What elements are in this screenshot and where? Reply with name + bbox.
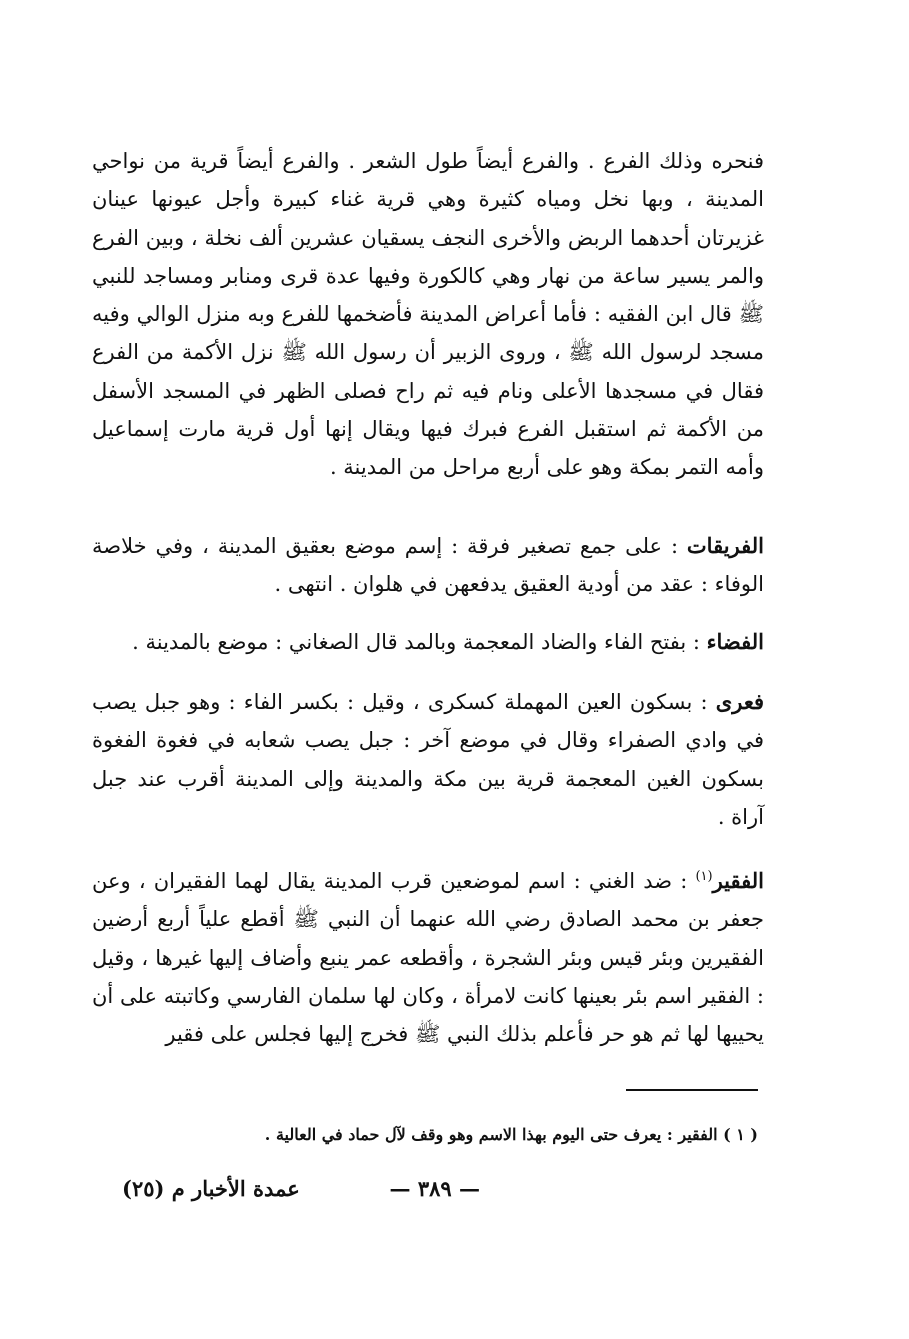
- entry-heading: فعرى: [715, 689, 764, 714]
- paragraph-al-fada: [92, 623, 764, 661]
- footnote: ( ١ ) الفقير : يعرف حتى اليوم بهذا الاسم وهو وقف لآل حماد في العالية .: [264, 1125, 758, 1144]
- paragraph-far: [92, 683, 764, 836]
- paragraph-text: فنحره وذلك الفرع . والفرع أيضاً طول الشعر . والفرع أيضاً قرية من نواحي المدينة ، وبها نخل ومياه كثيرة وهي قرية غناء كبيرة وأجل عيونها عينان غزيرتان أحدهما الربض والأخرى النجف يسقيان عشرين ألف نخلة ، وبين الفرع والمر يسير ساعة من نهار وهي كالكورة وفيها عدة قرى ومنابر ومساجد للنبي ﷺ قال ابن الفقيه : فأما أعراض المدينة فأضخمها للفرع وبه منزل الوالي وفيه مسجد لرسول الله ﷺ ، وروى الزبير أن رسول الله ﷺ نزل الأكمة من الفرع فقال في مسجدها الأعلى ونام فيه ثم راح فصلى الظهر في المسجد الأسفل من الأكمة ثم استقبل الفرع فبرك فيها ويقال إنها أول قرية مارت إسماعيل وأمه التمر بمكة وهو على أربع مراحل من المدينة .: [92, 149, 764, 480]
- book-title-signature: عمدة الأخبار م (٢٥): [122, 1176, 300, 1201]
- page-number: — ٣٨٩ —: [389, 1176, 480, 1201]
- footnote-reference: (١): [695, 869, 713, 884]
- paragraph-text: : على جمع تصغير فرقة : إسم موضع بعقيق المدينة ، وفي خلاصة الوفاء : عقد من أودية العقيق يدفعهن في هلوان . انتهى .: [92, 534, 764, 597]
- paragraph-al-fur: [92, 142, 764, 487]
- entry-heading: الفضاء: [706, 629, 764, 654]
- footnote-divider: [626, 1089, 758, 1091]
- paragraph-text: : بفتح الفاء والضاد المعجمة وبالمد قال الصغاني : موضع بالمدينة .: [132, 630, 707, 654]
- entry-heading: الفريقات: [686, 533, 764, 558]
- entry-heading: الفقير: [712, 868, 764, 893]
- paragraph-al-faqir: [92, 862, 764, 1053]
- paragraph-text: : بسكون العين المهملة كسكرى ، وقيل : بكسر الفاء : وهو جبل يصب في وادي الصفراء وقال في موضع آخر : جبل يصب شعابه في فغوة الفغوة بسكون الغين المعجمة قرية بين مكة والمدينة وإلى المدينة أقرب عند جبل آراة .: [92, 690, 764, 829]
- paragraph-al-furayqat: [92, 527, 764, 604]
- paragraph-text: : ضد الغني : اسم لموضعين قرب المدينة يقال لهما الفقيران ، وعن جعفر بن محمد الصادق رضي الله عنهما أن النبي ﷺ أقطع علياً أربع أرضين الفقيرين وبئر قيس وبئر الشجرة ، وأقطعه عمر ينبع وأضاف إليها غيرها ، وقيل : الفقير اسم بئر بعينها كانت لامرأة ، وكان لها سلمان الفارسي وكاتبته على أن يحييها لها ثم هو حر فأعلم بذلك النبي ﷺ فخرج إليها فجلس على فقير: [92, 869, 764, 1047]
- page-footer: [110, 1172, 690, 1212]
